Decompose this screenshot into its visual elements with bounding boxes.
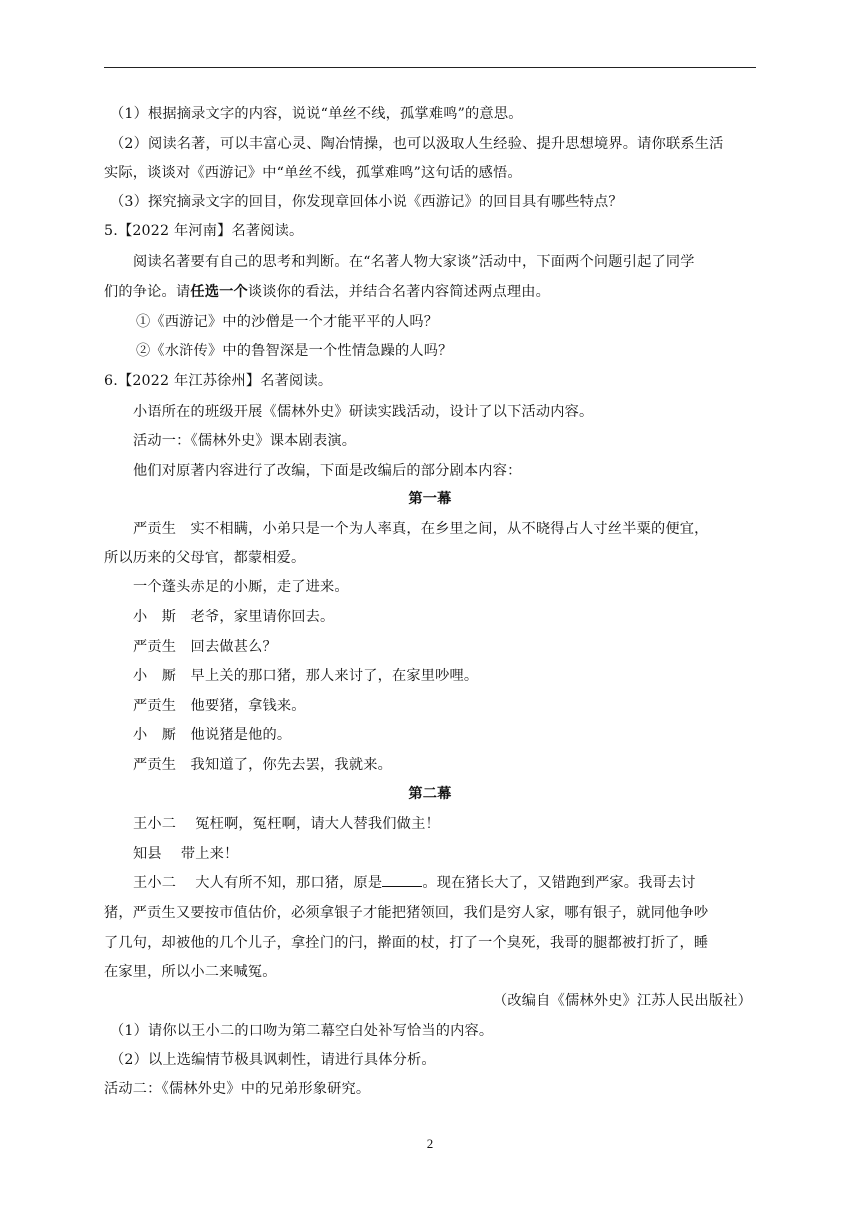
header-rule [104,67,756,68]
act1-line: 小 厮 他说猪是他的。 [133,727,292,743]
fill-in-blank [382,874,422,887]
q6-activity1: 活动一：《儒林外史》课本剧表演。 [133,433,357,449]
q5-source: 【2022 年河南】 [117,223,232,239]
act1-line: 小 厮 早上关的那口猪，那人来讨了，在家里吵哩。 [133,668,479,684]
source-note: （改编自《儒林外史》江苏人民出版社） [493,993,752,1009]
q5-intro-post: 谈谈你的看法，并结合名著内容简述两点理由。 [247,284,551,300]
act2-line-with-blank [133,874,696,892]
act2-line: 猪，严贡生又要按市值估价，必须拿银子才能把猪领回，我们是穷人家，哪有银子，就同他争吵 [104,905,709,921]
q4-sub2-line2: 实际，谈谈对《西游记》中“单丝不线，孤掌难鸣”这句话的感悟。 [104,165,522,181]
q5-title: 名著阅读。 [231,223,304,239]
act1-title: 第一幕 [408,491,452,507]
act1-line: 严贡生 实不相瞒，小弟只是一个为人率真，在乡里之间，从不晓得占人寸丝半粟的便宜， [133,521,709,537]
q4-sub1: （1）根据摘录文字的内容，说说“单丝不线，孤掌难鸣”的意思。 [110,106,523,122]
act2-line3-post: 。现在猪长大了，又错跑到严家。我哥去讨 [422,875,696,891]
act1-line: 所以历来的父母官，都蒙相爱。 [104,550,306,566]
q5-intro-pre: 们的争论。请 [104,284,191,300]
q5-intro-line1: 阅读名著要有自己的思考和判断。在“名著人物大家谈”活动中，下面两个问题引起了同学 [133,254,695,270]
q5-option1: ①《西游记》中的沙僧是一个才能平平的人吗？ [136,314,439,330]
act1-line: 严贡生 我知道了，你先去罢，我就来。 [133,757,392,773]
act2-title: 第二幕 [408,786,452,802]
act1-line: 严贡生 回去做甚么？ [133,639,277,655]
q5-intro-line2 [104,283,550,301]
q6-title: 名著阅读。 [260,373,333,389]
q5-option2: ②《水浒传》中的鲁智深是一个性情急躁的人吗？ [136,343,453,359]
act2-line: 在家里，所以小二来喊冤。 [104,964,277,980]
q6-adapt-note: 他们对原著内容进行了改编，下面是改编后的部分剧本内容： [133,463,522,479]
q4-sub2-line1: （2）阅读名著，可以丰富心灵、陶冶情操，也可以汲取人生经验、提升思想境界。请你联系生活 [110,136,724,152]
act1-line: 小 斯 老爷，家里请你回去。 [133,609,335,625]
q6-intro: 小语所在的班级开展《儒林外史》研读实践活动，设计了以下活动内容。 [133,404,594,420]
q6-heading [104,372,332,390]
act1-line: 一个蓬头赤足的小厮，走了进来。 [133,579,349,595]
q6-activity2: 活动二：《儒林外史》中的兄弟形象研究。 [104,1081,371,1097]
q6-source: 【2022 年江苏徐州】 [117,373,261,389]
act2-line: 了几句，却被他的几个儿子，拿拴门的闩，擀面的杖，打了一个臭死，我哥的腿都被打折了，睡 [104,935,709,951]
act2-line3-pre: 王小二 大人有所不知，那口猪，原是 [133,875,383,891]
act2-line: 知县 带上来！ [133,846,239,862]
q5-heading [104,222,303,240]
page-number: 2 [426,1136,434,1151]
q6-number: 6. [104,373,118,389]
q4-sub3: （3）探究摘录文字的回目，你发现章回体小说《西游记》的回目具有哪些特点？ [110,194,623,210]
act2-line: 王小二 冤枉啊，冤枉啊，请大人替我们做主！ [133,816,440,832]
q5-intro-emphasis: 任选一个 [190,284,248,300]
q6-sub2: （2）以上选编情节极具讽刺性，请进行具体分析。 [110,1052,436,1068]
q6-sub1: （1）请你以王小二的口吻为第二幕空白处补写恰当的内容。 [110,1023,494,1039]
q5-number: 5. [104,223,118,239]
act1-line: 严贡生 他要猪，拿钱来。 [133,698,306,714]
